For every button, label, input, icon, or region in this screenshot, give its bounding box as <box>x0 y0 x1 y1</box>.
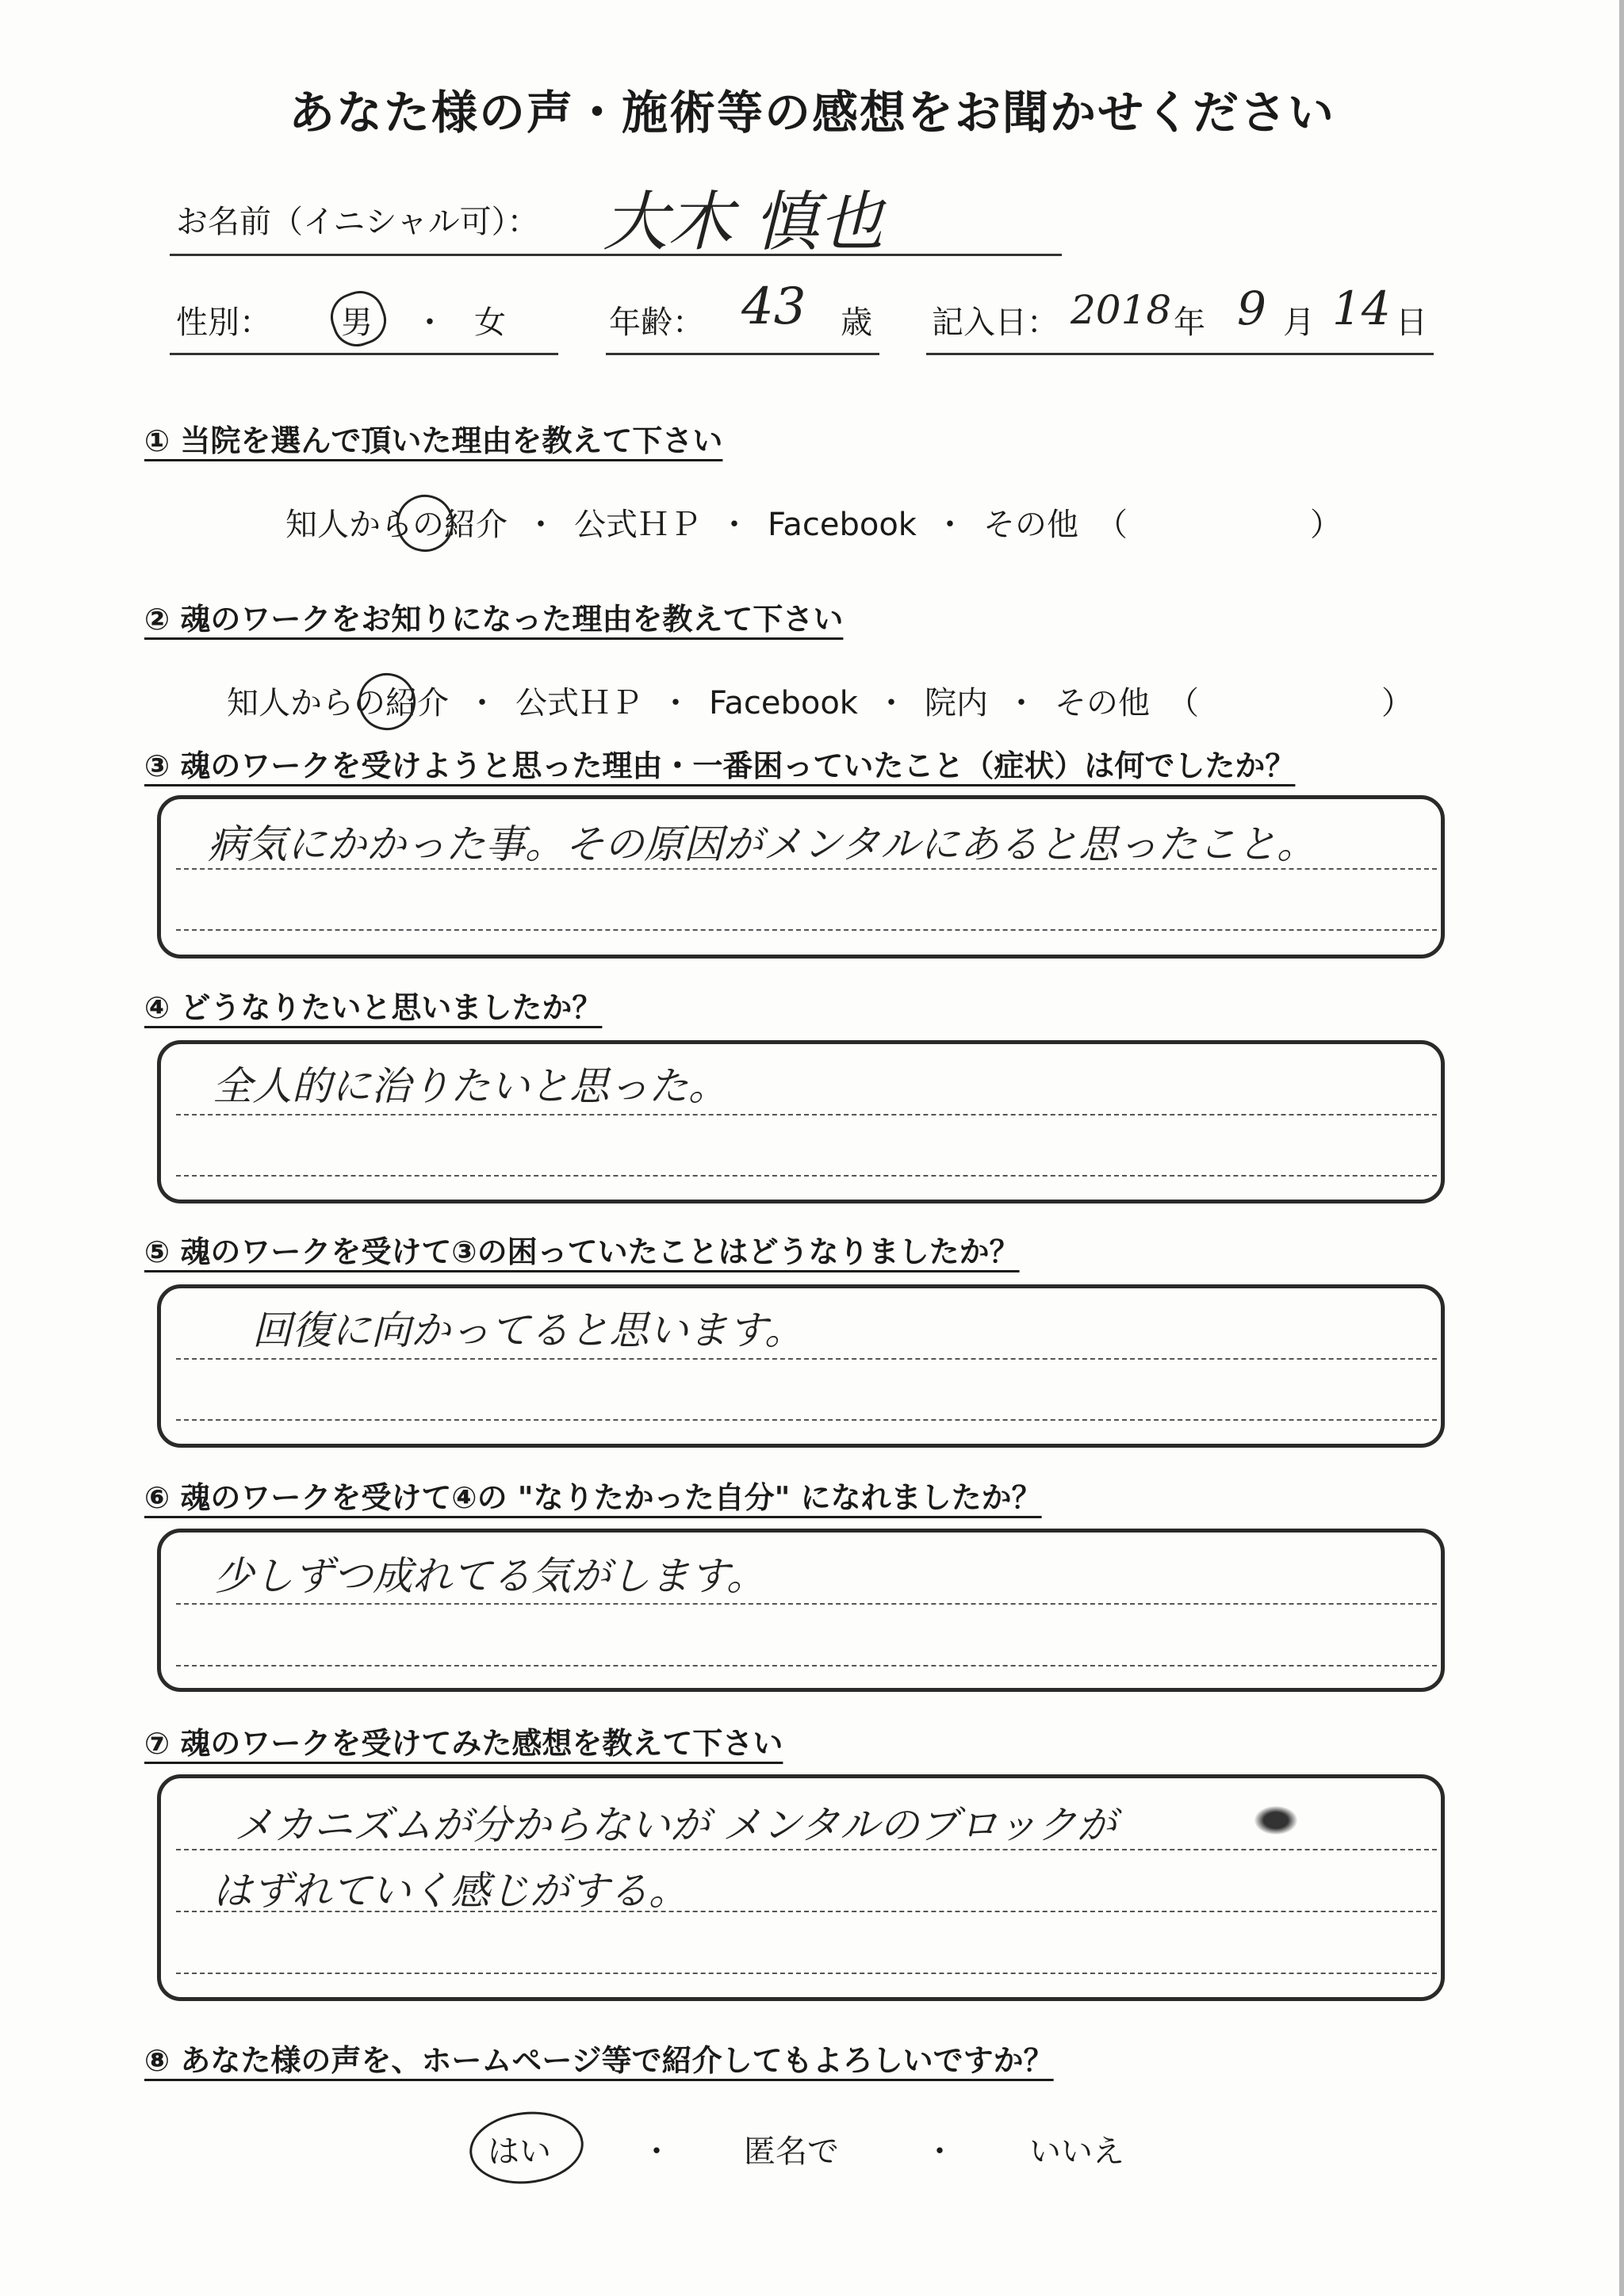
q8-option-yes: はい <box>488 2133 551 2170</box>
q7-answer-line-1: メカニズムが分からないが メンタルのブロックが <box>234 1802 1116 1848</box>
age-underline <box>606 353 879 355</box>
q2-option-hp: 公式ＨＰ <box>515 685 642 721</box>
scan-edge <box>1619 0 1624 2296</box>
q3-answer: 病気にかかった事。その原因がメンタルにあると思ったこと。 <box>208 821 1316 867</box>
q8-option-no: いいえ <box>1029 2133 1124 2170</box>
q4-title: ④ どうなりたいと思いましたか？ <box>144 990 603 1025</box>
q1-option-referral: 知人からの紹介 <box>285 507 508 543</box>
q8-option-anonymous: 匿名で <box>744 2133 839 2170</box>
date-year-unit: 年 <box>1174 304 1205 341</box>
gender-female: 女 <box>474 304 506 341</box>
q1-options: 知人からの紹介 ・ 公式ＨＰ ・ Facebook ・ その他 （ ） <box>285 499 1342 545</box>
date-underline <box>926 353 1434 355</box>
q1-option-facebook: Facebook <box>768 507 917 543</box>
q4-line-2 <box>176 1175 1437 1177</box>
q6-line-2 <box>176 1665 1437 1667</box>
date-day-value: 14 <box>1332 281 1391 335</box>
q5-answer: 回復に向かってると思います。 <box>252 1307 804 1353</box>
q2-options: 知人からの紹介 ・ 公式ＨＰ ・ Facebook ・ 院内 ・ その他 （ ） <box>227 678 1413 723</box>
q4-line-1 <box>176 1114 1437 1115</box>
q7-answer-line-2: はずれていく感じがする。 <box>213 1868 688 1914</box>
q3-title: ③ 魂のワークを受けようと思った理由・一番困っていたこと（症状）は何でしたか？ <box>144 748 1296 783</box>
gender-separator: ・ <box>414 304 446 341</box>
date-label: 記入日： <box>932 304 1059 341</box>
q1-option-other: その他 <box>982 507 1078 543</box>
gender-underline <box>170 353 558 355</box>
form-title: あなた様の声・施術等の感想をお聞かせください <box>288 86 1335 140</box>
q8-separator-1: ・ <box>641 2133 672 2170</box>
q2-option-facebook: Facebook <box>709 685 858 721</box>
age-unit: 歳 <box>841 304 872 341</box>
q5-title: ⑤ 魂のワークを受けて③の困っていたことはどうなりましたか？ <box>144 1234 1020 1269</box>
q5-line-2 <box>176 1419 1437 1421</box>
q5-line-1 <box>176 1358 1437 1360</box>
name-value: 大木 慎也 <box>603 185 884 260</box>
gender-male: 男 <box>341 304 373 341</box>
q6-line-1 <box>176 1603 1437 1605</box>
gender-selection-circle <box>324 284 393 353</box>
q3-line-2 <box>176 929 1437 931</box>
scribbled-out-mark <box>1254 1806 1297 1835</box>
date-month-unit: 月 <box>1283 304 1315 341</box>
q7-line-3 <box>176 1973 1437 1974</box>
age-value: 43 <box>741 277 806 336</box>
date-month-value: 9 <box>1237 281 1266 335</box>
q2-option-other: その他 <box>1054 685 1150 721</box>
q4-answer: 全人的に治りたいと思った。 <box>213 1063 728 1109</box>
date-day-unit: 日 <box>1396 304 1427 341</box>
q2-title: ② 魂のワークをお知りになった理由を教えて下さい <box>144 602 844 637</box>
age-label: 年齢： <box>609 304 704 341</box>
name-label: お名前（イニシャル可）： <box>176 204 539 240</box>
gender-label: 性別： <box>176 304 271 341</box>
q8-separator-2: ・ <box>924 2133 956 2170</box>
q6-answer: 少しずつ成れてる気がします。 <box>214 1553 766 1599</box>
q1-option-hp: 公式ＨＰ <box>574 507 701 543</box>
q6-title: ⑥ 魂のワークを受けて④の "なりたかった自分" になれましたか？ <box>144 1480 1042 1515</box>
name-underline <box>170 254 1062 256</box>
q7-title: ⑦ 魂のワークを受けてみた感想を教えて下さい <box>144 1726 783 1761</box>
q8-title: ⑧ あなた様の声を、ホームページ等で紹介してもよろしいですか？ <box>144 2043 1054 2078</box>
q8-selection-circle <box>466 2107 588 2190</box>
q2-option-referral: 知人からの紹介 <box>227 685 449 721</box>
q1-title: ① 当院を選んで頂いた理由を教えて下さい <box>144 423 723 458</box>
date-year-value: 2018 <box>1071 287 1172 333</box>
q2-option-in-clinic: 院内 <box>924 685 988 721</box>
